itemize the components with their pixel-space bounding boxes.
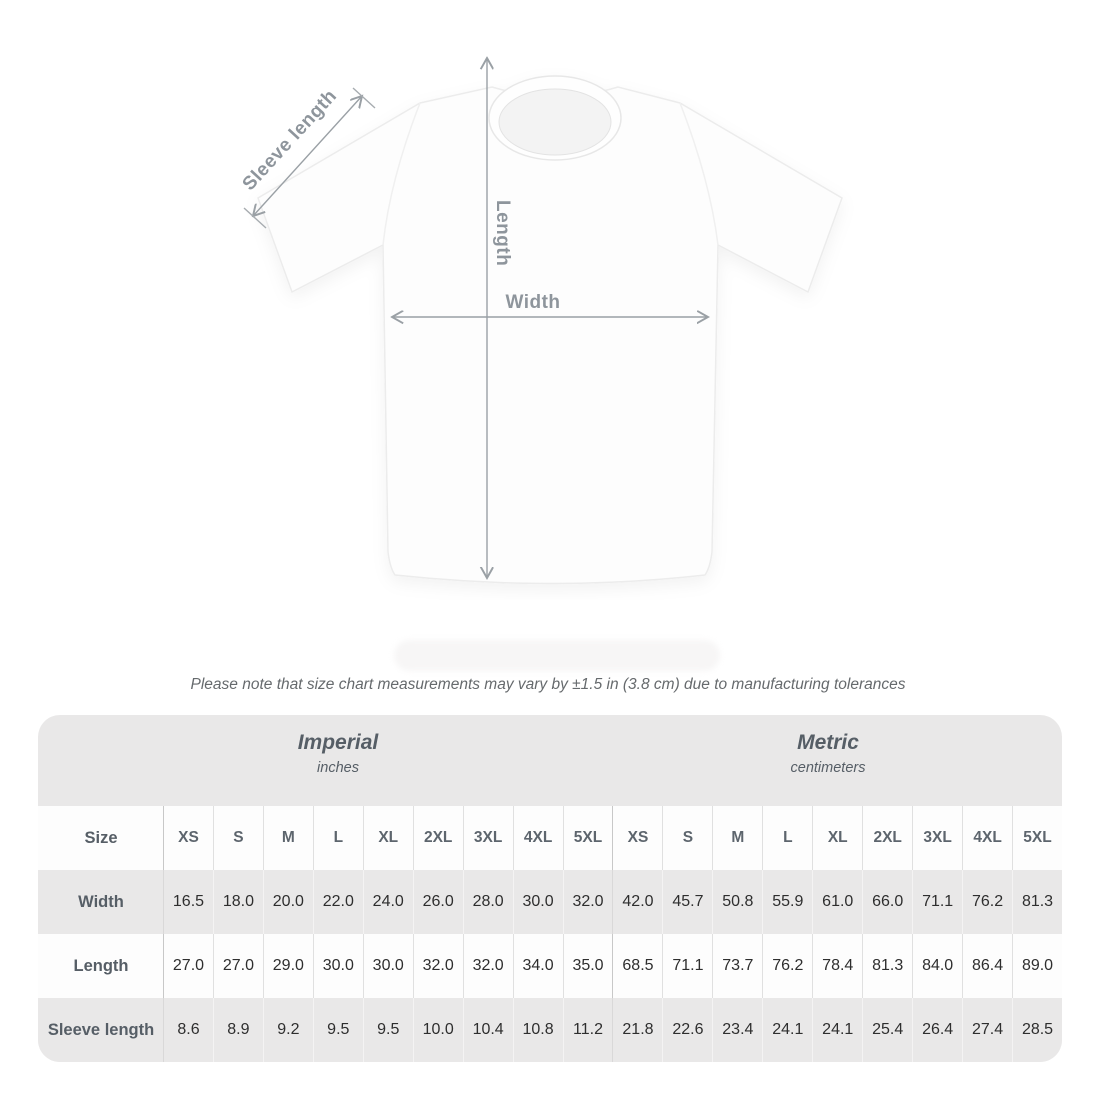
length-label: Length <box>492 200 513 267</box>
measurement-grid <box>38 806 1062 1062</box>
size-header-metric-xl: XL <box>812 806 862 870</box>
width-label: Width <box>505 292 561 313</box>
measurement-cell: 32.0 <box>463 934 513 998</box>
measurement-cell: 29.0 <box>263 934 313 998</box>
measurement-cell: 84.0 <box>912 934 962 998</box>
measurement-cell: 34.0 <box>513 934 563 998</box>
size-chart-table <box>38 715 1062 1062</box>
row-label-sleeve-length: Sleeve length <box>38 998 163 1062</box>
row-label-length: Length <box>38 934 163 998</box>
measurement-cell: 27.4 <box>962 998 1012 1062</box>
size-header-metric-m: M <box>712 806 762 870</box>
measurement-cell: 8.6 <box>163 998 213 1062</box>
measurement-cell: 55.9 <box>762 870 812 934</box>
measurement-cell: 45.7 <box>662 870 712 934</box>
measurement-cell: 24.1 <box>812 998 862 1062</box>
measurement-cell: 11.2 <box>563 998 613 1062</box>
sleeve-arrow-tick-top <box>353 88 375 108</box>
measurement-cell: 24.1 <box>762 998 812 1062</box>
imperial-subtitle: inches <box>317 760 359 776</box>
measurement-cell: 68.5 <box>612 934 662 998</box>
measurement-cell: 66.0 <box>862 870 912 934</box>
measurement-cell: 10.8 <box>513 998 563 1062</box>
tolerance-note: Please note that size chart measurements may vary by ±1.5 in (3.8 cm) due to manufacturing tolerances <box>190 676 906 693</box>
measurement-cell: 30.0 <box>313 934 363 998</box>
size-header-metric-5xl: 5XL <box>1012 806 1062 870</box>
imperial-title: Imperial <box>297 731 379 754</box>
unit-header-imperial <box>298 730 379 780</box>
size-header-imperial-l: L <box>313 806 363 870</box>
measurement-cell: 73.7 <box>712 934 762 998</box>
measurement-cell: 24.0 <box>363 870 413 934</box>
metric-subtitle: centimeters <box>790 760 866 776</box>
measurement-cell: 32.0 <box>563 870 613 934</box>
measurement-cell: 50.8 <box>712 870 762 934</box>
measurement-cell: 28.5 <box>1012 998 1062 1062</box>
size-column-header: Size <box>38 806 163 870</box>
measurement-cell: 89.0 <box>1012 934 1062 998</box>
measurement-cell: 26.0 <box>413 870 463 934</box>
size-header-metric-l: L <box>762 806 812 870</box>
measurement-cell: 16.5 <box>163 870 213 934</box>
size-header-metric-2xl: 2XL <box>862 806 912 870</box>
measurement-cell: 10.4 <box>463 998 513 1062</box>
size-header-metric-xs: XS <box>612 806 662 870</box>
measurement-cell: 20.0 <box>263 870 313 934</box>
size-header-metric-4xl: 4XL <box>962 806 1012 870</box>
size-header-imperial-2xl: 2XL <box>413 806 463 870</box>
measurement-cell: 26.4 <box>912 998 962 1062</box>
size-header-metric-3xl: 3XL <box>912 806 962 870</box>
measurement-cell: 25.4 <box>862 998 912 1062</box>
measurement-cell: 76.2 <box>762 934 812 998</box>
size-header-imperial-4xl: 4XL <box>513 806 563 870</box>
measurement-cell: 9.5 <box>313 998 363 1062</box>
size-header-imperial-s: S <box>213 806 263 870</box>
measurement-cell: 22.0 <box>313 870 363 934</box>
photo-shadow-blob <box>394 640 720 671</box>
tshirt-diagram <box>230 40 870 600</box>
measurement-cell: 10.0 <box>413 998 463 1062</box>
measurement-cell: 9.2 <box>263 998 313 1062</box>
row-label-width: Width <box>38 870 163 934</box>
unit-header-metric <box>791 730 866 780</box>
collar-inner <box>499 89 611 155</box>
measurement-cell: 35.0 <box>563 934 613 998</box>
measurement-cell: 23.4 <box>712 998 762 1062</box>
measurement-cell: 78.4 <box>812 934 862 998</box>
unit-header-band <box>38 715 1062 806</box>
measurement-cell: 27.0 <box>163 934 213 998</box>
measurement-cell: 61.0 <box>812 870 862 934</box>
size-header-imperial-m: M <box>263 806 313 870</box>
measurement-cell: 9.5 <box>363 998 413 1062</box>
measurement-cell: 27.0 <box>213 934 263 998</box>
measurement-cell: 71.1 <box>662 934 712 998</box>
tshirt-illustration <box>258 76 842 584</box>
measurement-cell: 22.6 <box>662 998 712 1062</box>
metric-title: Metric <box>797 731 859 754</box>
size-header-imperial-5xl: 5XL <box>563 806 613 870</box>
measurement-cell: 42.0 <box>612 870 662 934</box>
size-header-imperial-xs: XS <box>163 806 213 870</box>
measurement-cell: 71.1 <box>912 870 962 934</box>
measurement-cell: 18.0 <box>213 870 263 934</box>
measurement-cell: 30.0 <box>513 870 563 934</box>
sleeve-length-label: Sleeve length <box>238 85 342 195</box>
measurement-cell: 81.3 <box>862 934 912 998</box>
measurement-cell: 8.9 <box>213 998 263 1062</box>
size-header-metric-s: S <box>662 806 712 870</box>
measurement-cell: 81.3 <box>1012 870 1062 934</box>
size-header-imperial-xl: XL <box>363 806 413 870</box>
size-header-imperial-3xl: 3XL <box>463 806 513 870</box>
measurement-cell: 32.0 <box>413 934 463 998</box>
measurement-cell: 86.4 <box>962 934 1012 998</box>
tshirt-body-shape <box>258 87 842 584</box>
measurement-cell: 76.2 <box>962 870 1012 934</box>
measurement-cell: 28.0 <box>463 870 513 934</box>
measurement-cell: 30.0 <box>363 934 413 998</box>
measurement-cell: 21.8 <box>612 998 662 1062</box>
